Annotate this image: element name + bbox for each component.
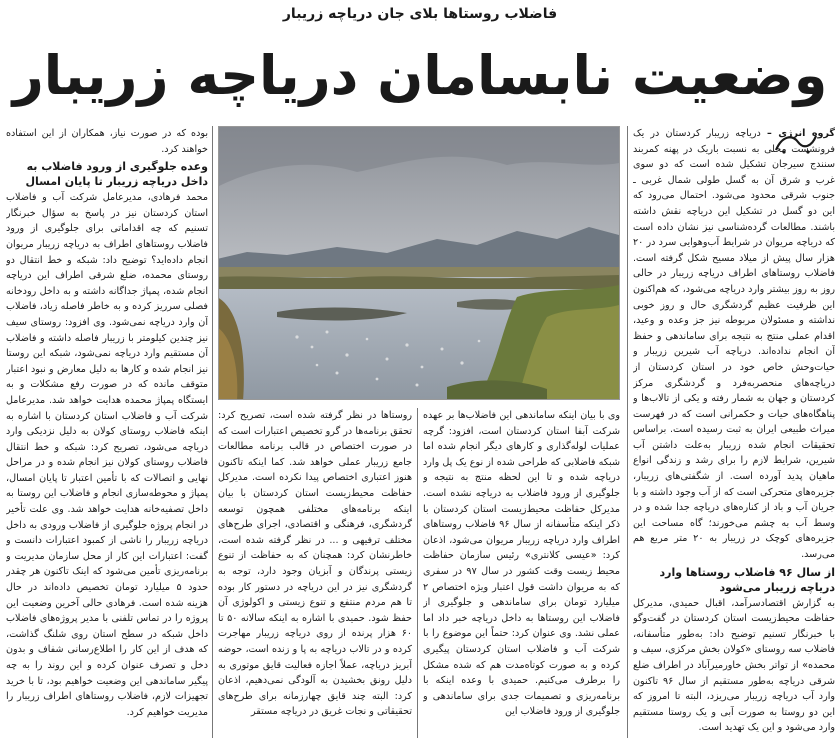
column-left-text-2: محمد فرهادی، مدیرعامل شرکت آب و فاضلاب استان کردستان نیز در پاسخ به سؤال خبرنگار تسنیم که چه اقداماتی برای جلوگیری از ورود فاضلاب روستاهای اطراف به دریاچه زریبار مریوان انجام داده‌اید؟ توضیح داد: شبکه و خط انتقال دو روستای محمده، ضلع شرقی اطراف این دریاچه انجام شده، پمپاژ جداگانه داشته و به داخل رودخانه فصلی سرریز کرده و به خاطر فاصله زیاد، فاضلاب آن وارد دریاچه نمی‌شود. وی افزود: روستای سیف نیز چندین کیلومتر با زریبار فاصله داشته و فاضلاب آن مستقیم وارد دریاچه نمی‌شود، شبکه این روستا نیز انجام شده و کارها به دلیل معارض و نبود اعتبار متوقف مانده که در صورت رفع مشکلات و به ایستگاه پمپاژ محمده هدایت خواهد شد. مدیرعامل شرکت آب و فاضلاب استان کردستان با اشاره به اینکه فاضلاب روستای کولان به دلیل نزدیکی وارد دریاچه می‌شود، تصریح کرد: شبکه و خط انتقال فاضلاب روستای کولان نیز انجام شده و در مراحل نهایی و اتصالات که با تأمین اعتبار تا پایان امسال، پمپاژ و محوطه‌سازی انجام و فاضلاب این روستا به داخل تصفیه‌خانه هدایت خواهد شد. وی علت تأخیر در انجام پروژه جلوگیری از فاضلاب ورودی به داخل دریاچه زریبار را ناشی از کمبود اعتبارات دانست و گفت: اعتبارات این کار از محل سازمان مدیریت و برنامه‌ریزی تأمین می‌شود که اینک تاکنون هر چقدر حدود ۵ میلیارد تومان تخصیص داده‌اند در حال هزینه شده است. فرهادی حالی آخرین وضعیت این پروژه را در تماس تلفنی با مدیر پروژه‌های فاضلاب داخل شبکه در سطح استان روی شلنگ گذاشت، که هدف از این کار را اطلاع‌رسانی شفاف و بدون دخل و تصرف عنوان کرده و این روند را به چه پیگیر ساماندهی این وضعیت خواهیم بود، تا با خرید تجهیزات لازم، فاضلاب روستاهای اطراف زریبار را مدیریت خواهیم کرد. [6,192,208,718]
column-right-text-2: به گزارش اقتصادسرآمد، اقبال حمیدی، مدیرکل حفاظت محیط‌زیست استان کردستان در گفت‌وگو با خبرنگار تسنیم توضیح داد: به‌طور متأسفانه، فاضلاب سه روستای «کولان بخش مرکزی، سیف و محمده» از تواتر بخش خاورمیرآباد در اطراف ضلع شرقی دریاچه به‌طور مستقیم از سال ۹۶ تاکنون وارد آب دریاچه زریبار می‌ریزد، البته تا امروز که این دو روستا به صورت آبی و یک روستا مستقیم وارد می‌شود و این یک تهدید است. [633,597,835,734]
column-right-subhead: از سال ۹۶ فاضلاب روستاها وارد دریاچه زریبار می‌شود [659,565,835,594]
author-byline: گروه انرژی – [766,128,835,139]
lake-photo [218,126,620,400]
column-mid-right-text: وی با بیان اینکه ساماندهی این فاضلاب‌ها بر عهده شرکت آبفا استان کردستان است، افزود: گرچه عملیات لوله‌گذاری و کارهای دیگر انجام شده اما شبکه فاضلابی که طراحی شده از نوع یک پل وارد دریاچه شده و تا این لحظه منتج به نتیجه و جلوگیری از ورود فاضلاب به دریاچه نشده است. مدیرکل حفاظت محیط‌زیست استان کردستان با ذکر اینکه متأسفانه از سال ۹۶ فاضلاب روستاهای اطراف وارد دریاچه زریبار مریوان می‌شود، اذعان کرد: «عیسی کلانتری» رئیس سازمان حفاظت محیط زیست وقت کشور در سال ۹۷ در سفری که به مریوان داشت قول اعتبار ویژه اختصاص ۲ میلیارد تومان برای ساماندهی و جلوگیری از فاضلاب این روستاها به داخل دریاچه خبر داد اما عملی نشد. وی عنوان کرد: حتماً این موضوع را با شرکت آب و فاضلاب استان کردستان پیگیری کرده و به صورت کوتاه‌مدت هم که شده مشکل را برطرف می‌کنیم. حمیدی با وعده اینکه با برنامه‌ریزی و تصمیمات جدی برای ساماندهی و جلوگیری از ورود فاضلاب این [423,410,620,718]
column-right-body: دریاچه زریبار کردستان در یک فرونشست محلی به نسبت باریک در پهنه کمربند سنندج سیرجان تشکیل شده است که دو سوی غرب و شرق آن به گسل طولی شمال غربی ـ جنوب شرقی محدود می‌شود. احتمال می‌رود که این دو گسل در تشکیل این دریاچه نقش داشته باشند. مطالعات گرده‌شناسی نیز نشان داده است که دریاچه مریوان در شرایط آب‌وهوایی سرد در ۲۰ هزار سال پیش از میلاد مسیح شکل گرفته است. فاضلاب روستاهای اطراف دریاچه زریبار در حالی روز به روز بیشتر وارد دریاچه می‌شود، که هم‌اکنون این ظرفیت عظیم گردشگری حال و روز خوبی نداشته و مسئولان مربوطه نیز جز وعده و وعید، اقدام عملی منتج به نتیجه برای ساماندهی و حفظ آن انجام نداده‌اند. دریاچه آب شیرین زریبار و حیات‌وحش خاص خود در استان کردستان از دریاچه‌های منحصربه‌فرد و گردشگری مرکز کردستان و جهان به شمار رفته و یکی از تالاب‌ها و پناهگاه‌های حیات و حکمرانی است که در فهرست میراث طبیعی ایران به ثبت رسیده است. براساس تحقیقات انجام شده زریبار به‌علت داشتن آب شیرین، شرایط لازم را برای رشد و زندگی انواع ماهیان پدید آورده است. از شگفتی‌های زریبار، جزیره‌های متحرکی است که از آب وجود داشته و با جریان آب و باد از کناره‌های دریاچه جدا شده و در وسط آب به چشم می‌خورند؛ گاه مساحت این جزیره‌های کوچک در زریبار به ۲۰ متر مربع هم می‌رسد. [633,128,835,561]
divider-mid [417,408,418,738]
column-left-text-1: بوده که در صورت نیاز، همکاران از این استفاده خواهند کرد. [6,128,208,155]
divider-right [627,126,628,738]
column-mid-left-text: روستاها در نظر گرفته شده است، تصریح کرد: تحقق برنامه‌ها در گرو تخصیص اعتبارات است که در صورت اختصاص در قالب برنامه مطالعات جامع زریبار عملی خواهد شد. کما اینکه تاکنون هنوز اعتباری اختصاص پیدا نکرده است. مدیرکل حفاظت محیط‌زیست استان کردستان با بیان اینکه برنامه‌های مختلفی همچون توسعه گردشگری، فرهنگی و اقتصادی، اجرای طرح‌های مختلف ترفیهی و ... در نظر گرفته شده است، خاطرنشان کرد: همچنان که به حفاظت از تنوع زیستی پرندگان و آبزیان وجود دارد، توجه به گردشگری نیز در این دریاچه در دستور کار بوده تا هم مردم منتفع و تنوع زیستی و اکولوژی آن حفظ شود. حمیدی با اشاره به اینکه سالانه ۵۰ تا ۶۰ هزار پرنده از روی دریاچه زریبار مهاجرت کرده و در تالاب دریاچه به پا و زنده است، حوضه آبریز دریاچه، عملاً اجازه فعالیت قایق موتوری به دلیل رونق بخشیدن به آلودگی نمی‌دهیم، اذعان کرد: البته چند قایق چهارزمانه برای طرح‌های تحقیقاتی و نجات غریق در دریاچه مستقر [218,410,412,718]
column-right [633,126,835,738]
column-right-text-1 [633,126,835,563]
headline: وضعیت نابسامان دریاچه زریبار [12,44,828,107]
column-left-subhead: وعده جلوگیری از ورود فاضلاب به داخل دریاچه زریبار تا پایان امسال [25,160,208,189]
column-mid-left [218,408,412,738]
kicker: فاضلاب روستاها بلای جان دریاچه زریبار [282,6,558,22]
column-mid-right [423,408,620,738]
divider-left [212,126,213,738]
column-left [6,126,208,738]
